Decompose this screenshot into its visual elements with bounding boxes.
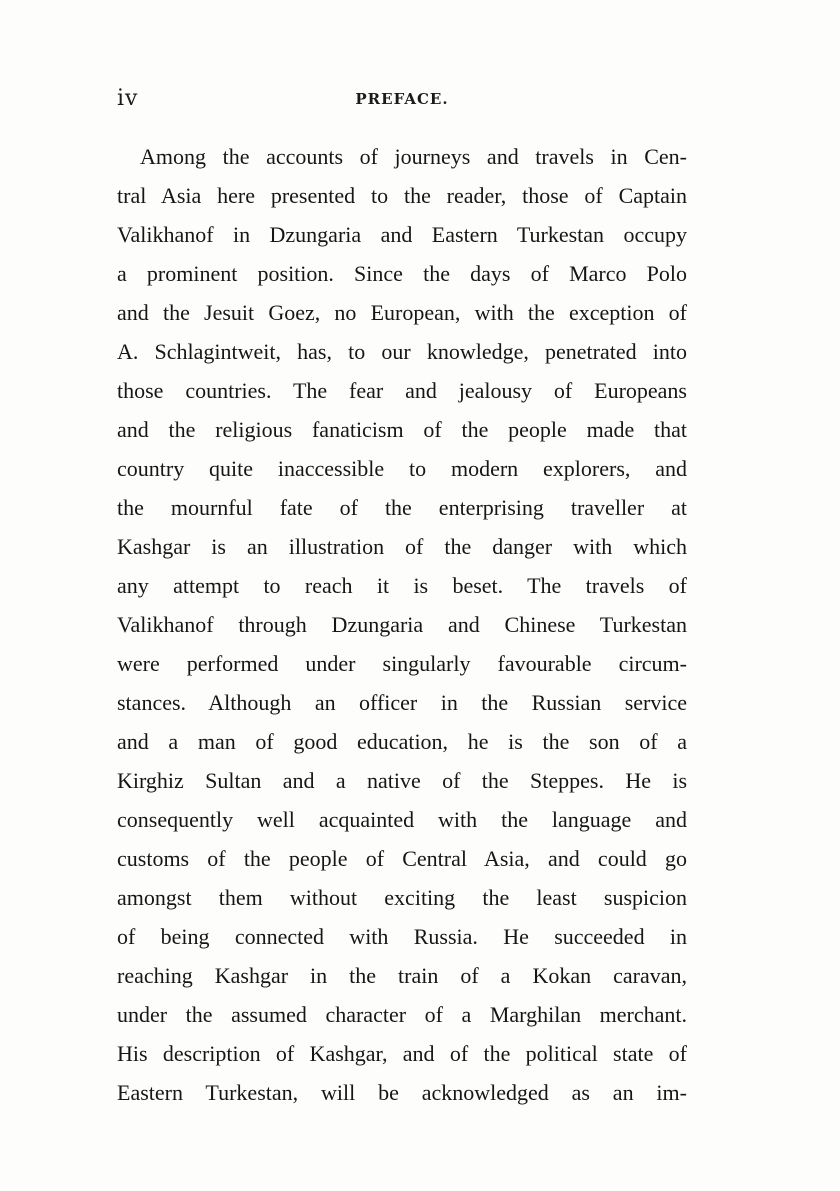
text-line: Kirghiz Sultan and a native of the Steppes. He is	[117, 768, 687, 793]
text-line: A. Schlagintweit, has, to our knowledge, penetrated into	[117, 339, 687, 364]
text-line: reaching Kashgar in the train of a Kokan caravan,	[117, 963, 687, 988]
text-line: those countries. The fear and jealousy of Europeans	[117, 378, 687, 403]
text-line: Among the accounts of journeys and travels in Cen-	[140, 144, 687, 169]
text-line: consequently well acquainted with the language and	[117, 807, 687, 832]
text-line: and the Jesuit Goez, no European, with the exception of	[117, 300, 687, 325]
preface-paragraph	[117, 137, 687, 1112]
text-line: were performed under singularly favourable circum-	[117, 651, 687, 676]
page-header	[117, 86, 687, 116]
text-line: customs of the people of Central Asia, and could go	[117, 846, 687, 871]
page-number: iv	[117, 86, 139, 111]
text-line: Valikhanof in Dzungaria and Eastern Turkestan occupy	[117, 222, 687, 247]
text-line: Valikhanof through Dzungaria and Chinese Turkestan	[117, 612, 687, 637]
text-line: Kashgar is an illustration of the danger with which	[117, 534, 687, 559]
text-line: stances. Although an officer in the Russian service	[117, 690, 687, 715]
text-line: and the religious fanaticism of the people made that	[117, 417, 687, 442]
text-line: the mournful fate of the enterprising traveller at	[117, 495, 687, 520]
text-line: any attempt to reach it is beset. The travels of	[117, 573, 687, 598]
text-line: amongst them without exciting the least suspicion	[117, 885, 687, 910]
text-line: of being connected with Russia. He succeeded in	[117, 924, 687, 949]
text-line: under the assumed character of a Marghilan merchant.	[117, 1002, 687, 1027]
text-line: and a man of good education, he is the son of a	[117, 729, 687, 754]
text-line: tral Asia here presented to the reader, those of Captain	[117, 183, 687, 208]
text-line: country quite inaccessible to modern explorers, and	[117, 456, 687, 481]
text-line: a prominent position. Since the days of Marco Polo	[117, 261, 687, 286]
text-line: His description of Kashgar, and of the political state of	[117, 1041, 687, 1066]
text-line: Eastern Turkestan, will be acknowledged as an im-	[117, 1080, 687, 1105]
running-title: PREFACE.	[355, 90, 449, 108]
